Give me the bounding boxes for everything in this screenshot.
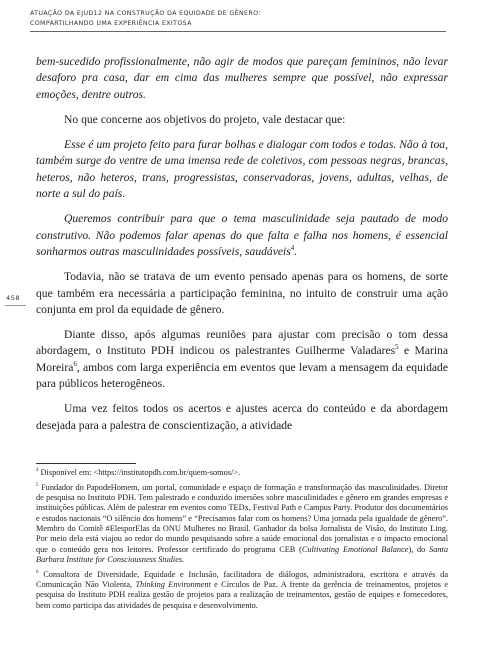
footnote-italic: Thinking Environment — [135, 580, 211, 590]
footnote-5 — [36, 483, 448, 565]
footnote-4 — [36, 468, 448, 478]
footnote-number: 4 — [36, 468, 39, 474]
paragraph: No que concerne aos objetivos do projeto, vale destacar que: — [64, 112, 346, 126]
paragraph-text: e Marina Moreira — [36, 344, 448, 374]
body-text — [36, 54, 448, 434]
footnotes — [36, 468, 448, 616]
footnote-divider — [36, 463, 136, 464]
footnote-ref-4[interactable]: 4 — [290, 244, 295, 253]
block-quote: Esse é um projeto feito para furar bolhas e dialogar com todos e todas. Não à toa, também surge do ventre de uma imensa rede de coletivos, com pessoas negras, brancas, heteros, não heteros, trans, progressistas, conservadoras, jovens, adultas, velhas, de norte a sul do país. — [36, 138, 448, 201]
footnote-number: 5 — [36, 483, 39, 489]
footnote-ref-5[interactable]: 5 — [395, 343, 399, 352]
page-number-divider — [5, 305, 26, 306]
footnote-text: Fundador do PapodeHomem, um portal, comunidade e espaço de formação e transformação das masculinidades. Diretor de pesquisa no Instituto PDH. Tem palestrado e conduzido imersões sobre masculinidades e gênero em grandes empresas e instituições públicas. Além de palestrar em eventos como TEDx, Festival Path e Campus Party. Produtor dos documentários e estudos nacionais “O silêncio dos homens” e “Precisamos falar com os homens? Uma jornada pela igualdade de gênero”. Membro do Comitê #ElesporElas da ONU Mulheres no Brasil. Ganhador da bolsa Jornalista de Visão, do Instituto Ling. Por meio dela está viajou ao redor do mundo pesquisando sobre a saúde emocional dos jornalistas e o impacto emocional que o conteúdo gera nos leitores. Professor certificado do programa CEB ( — [36, 482, 448, 554]
block-quote — [36, 211, 448, 260]
paragraph-text: Diante disso, após algumas reuniões para ajustar com precisão o tom dessa abordagem, o Instituto PDH indicou os palestrantes Guilherme Valadares — [36, 328, 448, 358]
running-header-line-1: ATUAÇÃO DA EJUD12 NA CONSTRUÇÃO DA EQUIDADE DE GÊNERO: — [30, 10, 261, 17]
footnote-number: 6 — [36, 570, 39, 576]
running-header-line-2: COMPARTILHANDO UMA EXPERIÊNCIA EXITOSA — [30, 19, 192, 27]
paragraph — [36, 327, 448, 392]
block-quote-text: Queremos contribuir para que o tema masculinidade seja pautado de modo construtivo. Não podemos falar apenas do que falta e falha nos homens, é essencial sonharmos outras masculinidades possíveis, saudáveis — [36, 212, 448, 258]
footnote-text: . — [182, 554, 185, 564]
quote-continuation: bem-sucedido profissionalmente, não agir de modos que pareçam femininos, não levar desaforo pra casa, dar em cima das mulheres sempre que possível, não expressar emoções, dentre outros. — [36, 55, 448, 101]
footnote-text: e Círculos de Paz. A frente da gerência de treinamentos, projetos e pesquisa do Instituto PDH realiza gestão de projetos para a realização de treinamentos, gestão de equipes e fornecedores, bem como participa das atividades de pesquisa e desenvolvimento. — [36, 580, 449, 610]
paragraph: Uma vez feitos todos os acertos e ajustes acerca do conteúdo e da abordagem desejada para a palestra de conscientização, a atividade — [36, 402, 448, 432]
footnote-text: Consultora de Diversidade, Equidade e Inclusão, facilitadora de diálogos, administradora, escritora e através da Comunicação Não Violenta, — [36, 569, 448, 590]
footnote-text: Disponível em: <https://institutopdh.com.br/quem-somos/>. — [38, 468, 241, 477]
running-header — [30, 9, 450, 28]
footnote-ref-6[interactable]: 6 — [73, 359, 77, 368]
header-divider — [30, 31, 446, 32]
footnote-text: ), do — [408, 544, 430, 554]
footnote-italic: Santa Barbara Institute for Consciousness Studies — [36, 544, 448, 564]
paragraph: Todavia, não se tratava de um evento pensado apenas para os homens, de sorte que também era necessária a participação feminina, no intuito de construir uma ação conjunta em prol da equidade de gênero. — [36, 270, 448, 316]
block-quote-end: . — [294, 244, 298, 258]
footnote-italic: Cultivating Emotional Balance — [301, 544, 409, 554]
footnote-6 — [36, 570, 448, 611]
page-number: 458 — [6, 294, 21, 302]
paragraph-text: , ambos com larga experiência em eventos que levam a mensagem da equidade para públicos heterogêneos. — [36, 360, 448, 391]
